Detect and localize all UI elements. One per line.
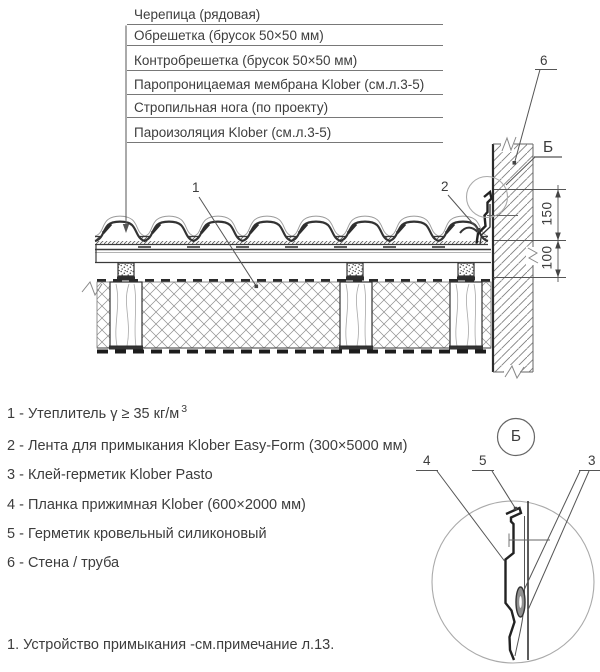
legend-item-6: 6 - Стена / труба <box>7 555 120 571</box>
callout-label: Черепица (рядовая) <box>134 7 261 22</box>
callout-row-tiles <box>127 5 443 25</box>
wall-section <box>493 136 540 379</box>
dim-100: 100 <box>539 245 555 270</box>
callout-label: Стропильная нога (по проекту) <box>134 100 329 115</box>
callout-row-counterbattens <box>127 51 443 71</box>
legend-item-4: 4 - Планка прижимная Klober (600×2000 мм) <box>7 497 306 513</box>
detail-marker-4: 4 <box>423 453 431 468</box>
callout-label: Обрешетка (брусок 50×50 мм) <box>134 28 324 43</box>
legend-text: 1 - Утеплитель γ ≥ 35 кг/м <box>7 405 180 422</box>
detail-view <box>416 419 600 664</box>
marker-2: 2 <box>441 179 449 194</box>
legend-item-1 <box>7 403 187 422</box>
legend-item-2: 2 - Лента для примыкания Klober Easy-Form (300×5000 мм) <box>7 438 408 454</box>
marker-6: 6 <box>540 53 548 68</box>
tile-layer <box>95 216 488 247</box>
counter-battens <box>117 263 475 281</box>
insulation-layer <box>97 282 491 348</box>
legend-item-5: 5 - Герметик кровельный силиконовый <box>7 526 267 542</box>
callout-label: Пароизоляция Klober (см.л.3-5) <box>134 125 332 140</box>
marker-1: 1 <box>192 180 200 195</box>
callout-row-battens <box>127 26 443 46</box>
callout-label: Контробрешетка (брусок 50×50 мм) <box>134 53 358 68</box>
callout-row-vapourbarrier <box>127 123 443 143</box>
legend-superscript: 3 <box>181 403 188 415</box>
callout-label: Паропроницаемая мембрана Klober (см.л.3-5) <box>134 77 425 92</box>
dim-150: 150 <box>539 201 555 226</box>
legend-item-3: 3 - Клей-герметик Klober Pasto <box>7 467 213 483</box>
detail-title-letter: Б <box>510 428 522 445</box>
detail-ref-letter: Б <box>543 139 554 156</box>
footnote: 1. Устройство примыкания -см.примечание л.13. <box>7 637 335 653</box>
detail-marker-5: 5 <box>479 453 487 468</box>
callout-row-membrane <box>127 75 443 95</box>
callout-row-rafter <box>127 98 443 118</box>
detail-marker-3: 3 <box>588 453 596 468</box>
